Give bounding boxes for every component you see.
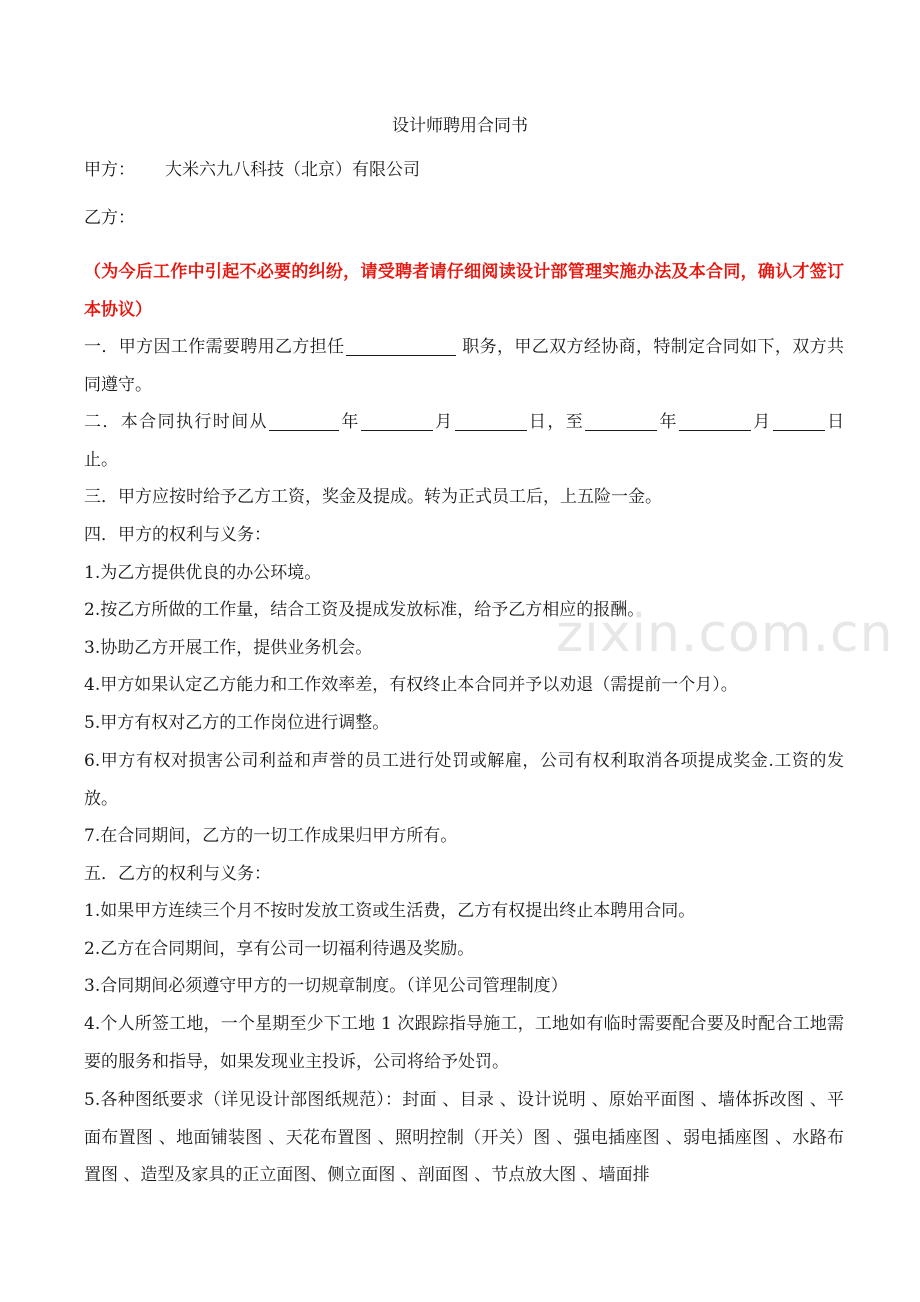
document-title: 设计师聘用合同书 — [392, 116, 528, 136]
section-4-item-6: 6.甲方有权对损害公司利益和声誉的员工进行处罚或解雇，公司有权利取消各项提成奖金.工资的发放。 — [84, 751, 844, 809]
party-a-name: 大米六九八科技（北京）有限公司 — [165, 160, 420, 180]
clause-2-prefix: 二．本合同执行时间从 — [84, 412, 268, 432]
end-month-label: 月 — [751, 412, 772, 432]
notice-text: （为今后工作中引起不必要的纠纷，请受聘者请仔细阅读设计部管理实施办法及本合同，确认才签订本协议） — [84, 262, 844, 320]
section-5-item-1: 1.如果甲方连续三个月不按时发放工资或生活费，乙方有权提出终止本聘用合同。 — [84, 901, 696, 921]
clause-1 — [84, 329, 844, 404]
end-year-label: 年 — [658, 412, 678, 432]
party-a-line — [84, 152, 844, 190]
start-month-blank — [361, 410, 433, 431]
end-day-blank — [773, 410, 825, 431]
start-day-blank — [455, 410, 527, 431]
section-4-item-5: 5.甲方有权对乙方的工作岗位进行调整。 — [84, 713, 390, 733]
party-b-label: 乙方： — [84, 208, 135, 228]
section-5-item-2: 2.乙方在合同期间，享有公司一切福利待遇及奖励。 — [84, 939, 475, 959]
watermark: zixin.com.cn — [556, 604, 894, 664]
position-blank — [346, 335, 456, 356]
end-month-blank — [679, 410, 751, 431]
section-4-item-3: 3.协助乙方开展工作，提供业务机会。 — [84, 638, 373, 658]
clause-2-end: 止。 — [84, 449, 118, 470]
start-year-label: 年 — [339, 412, 360, 432]
section-5-item-5: 5.各种图纸要求（详见设计部图纸规范）：封面 、目录 、设计说明 、原始平面图 、墙体拆改图 、平面布置图 、地面铺装图 、天花布置图 、照明控制（开关）图 、强电插座图 、弱电插座图 、水路布置图 、造型及家具的正立面图、侧立面图 、剖面图 、节点放大图 、墙面排 — [84, 1090, 844, 1185]
section-5-item-3: 3.合同期间必须遵守甲方的一切规章制度。（详见公司管理制度） — [84, 976, 568, 996]
clause-3: 三．甲方应按时给予乙方工资，奖金及提成。转为正式员工后，上五险一金。 — [84, 487, 662, 507]
start-day-label: 日 — [527, 412, 548, 432]
start-month-label: 月 — [433, 412, 454, 432]
section-4-item-2: 2.按乙方所做的工作量，结合工资及提成发放标准，给予乙方相应的报酬。 — [84, 600, 645, 620]
clause-2 — [84, 404, 844, 479]
section-4-heading: 四．甲方的权利与义务： — [84, 525, 271, 545]
section-4-item-1: 1.为乙方提供优良的办公环境。 — [84, 563, 322, 583]
clause-1-text-before: 一．甲方因工作需要聘用乙方担任 — [84, 337, 345, 357]
end-day-label: 日 — [825, 412, 845, 432]
party-a-label: 甲方： — [84, 160, 135, 180]
section-4-item-7: 7.在合同期间，乙方的一切工作成果归甲方所有。 — [84, 826, 458, 846]
section-4-item-4: 4.甲方如果认定乙方能力和工作效率差，有权终止本合同并予以劝退（需提前一个月）。 — [84, 675, 738, 695]
end-year-blank — [585, 410, 657, 431]
section-5-item-4: 4.个人所签工地，一个星期至少下工地 1 次跟踪指导施工，工地如有临时需要配合要及时配合工地需要的服务和指导，如果发现业主投诉，公司将给予处罚。 — [84, 1014, 844, 1072]
clause-2-to: ，至 — [547, 412, 585, 432]
party-b-line — [84, 200, 844, 238]
start-year-blank — [269, 410, 339, 431]
clause-1-text-after: 职务，甲乙双方经协商，特制定合同如下，双方共同遵守。 — [84, 337, 845, 395]
section-5-heading: 五．乙方的权利与义务： — [84, 864, 271, 884]
